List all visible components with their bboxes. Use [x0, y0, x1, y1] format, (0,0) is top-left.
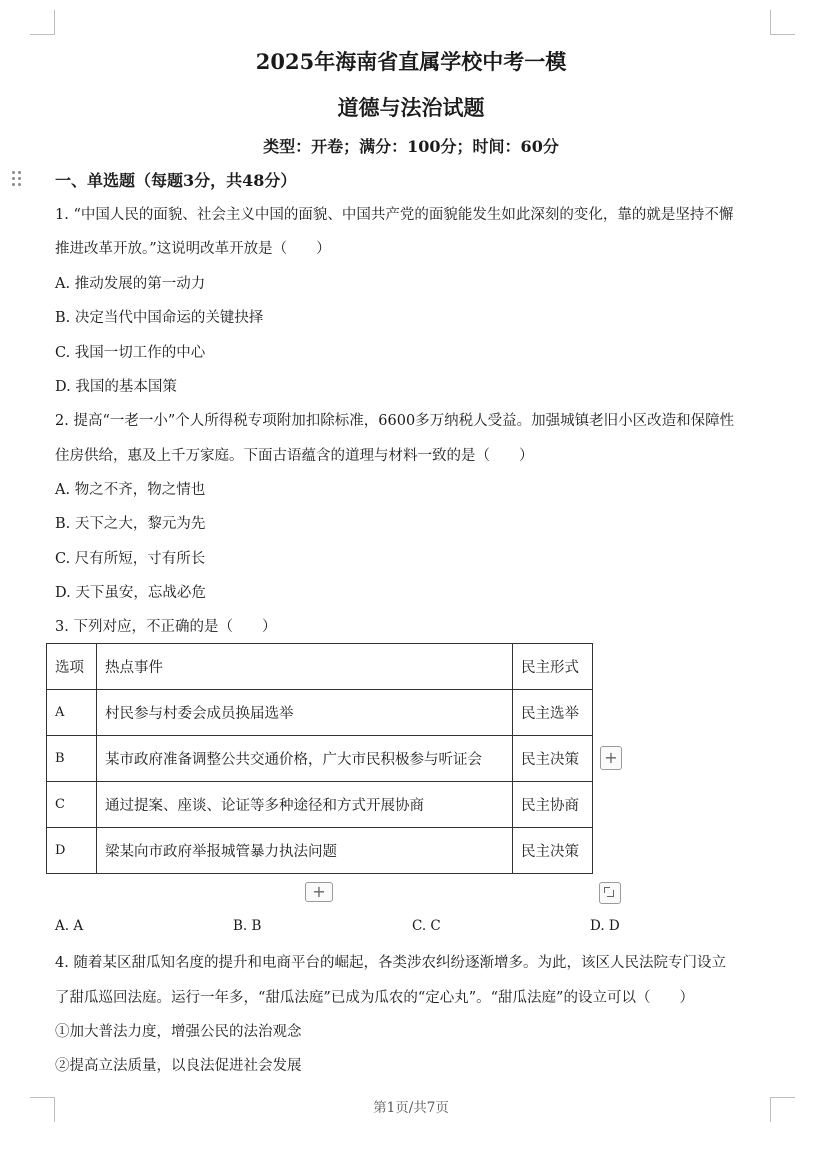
question-4-stem: 了甜瓜巡回法庭。运行一年多，“甜瓜法庭”已成为瓜农的“定心丸”。“甜瓜法庭”的设立可以（ ） [55, 990, 694, 1006]
table-row [47, 690, 593, 736]
question-4-item: ②提高立法质量，以良法促进社会发展 [55, 1058, 302, 1074]
table-cell: 民主协商 [513, 782, 593, 828]
question-2-option: D. 天下虽安，忘战必危 [55, 585, 206, 601]
question-1-option: C. 我国一切工作的中心 [55, 345, 206, 361]
question-3-table [46, 643, 593, 874]
question-1-stem: 推进改革开放。”这说明改革开放是（ ） [55, 241, 331, 257]
question-3-stem: 3. 下列对应，不正确的是（ ） [55, 619, 277, 635]
table-cell: 某市政府准备调整公共交通价格，广大市民积极参与听证会 [97, 736, 513, 782]
plus-icon: + [604, 748, 618, 767]
question-2-option: B. 天下之大，黎元为先 [55, 516, 206, 532]
table-cell: B [47, 736, 97, 782]
table-cell: A [47, 690, 97, 736]
plus-icon: + [312, 882, 326, 901]
question-3-option: C. C [412, 918, 441, 934]
question-2-stem: 2. 提高“一老一小”个人所得税专项附加扣除标准，6600多万纳税人受益。加强城镇老旧小区改造和保障性 [55, 413, 735, 429]
question-1-option: B. 决定当代中国命运的关键抉择 [55, 310, 264, 326]
add-row-button[interactable] [305, 882, 333, 902]
table-cell: 梁某向市政府举报城管暴力执法问题 [97, 828, 513, 874]
table-cell: 通过提案、座谈、论证等多种途径和方式开展协商 [97, 782, 513, 828]
table-resize-handle-icon[interactable] [599, 882, 621, 904]
question-4-stem: 4. 随着某区甜瓜知名度的提升和电商平台的崛起，各类涉农纠纷逐渐增多。为此，该区人民法院专门设立 [55, 955, 726, 971]
table-row [47, 828, 593, 874]
question-3-option: B. B [233, 918, 262, 934]
table-cell: 民主决策 [513, 736, 593, 782]
page-corner-mark [770, 10, 795, 35]
add-column-button[interactable] [600, 746, 622, 770]
question-2-stem: 住房供给，惠及上千万家庭。下面古语蕴含的道理与材料一致的是（ ） [55, 448, 534, 464]
question-1-option: A. 推动发展的第一动力 [55, 276, 206, 292]
question-1-option: D. 我国的基本国策 [55, 379, 177, 395]
page-subtitle: 道德与法治试题 [337, 95, 485, 120]
question-2-option: A. 物之不齐，物之情也 [55, 482, 206, 498]
table-row [47, 736, 593, 782]
table-header-cell: 选项 [47, 644, 97, 690]
exam-meta: 类型：开卷；满分：100分；时间：60分 [263, 137, 559, 156]
table-row [47, 782, 593, 828]
page-title: 2025年海南省直属学校中考一模 [255, 49, 567, 74]
question-1-stem: 1. “中国人民的面貌、社会主义中国的面貌、中国共产党的面貌能发生如此深刻的变化，靠的就是坚持不懈 [55, 207, 734, 223]
table-cell: D [47, 828, 97, 874]
section-heading: 一、单选题（每题3分，共48分） [55, 171, 297, 190]
table-header-row [47, 644, 593, 690]
question-3-option: D. D [590, 918, 620, 934]
table-cell: 民主决策 [513, 828, 593, 874]
page-number: 第1页/共7页 [373, 1100, 449, 1116]
question-4-item: ①加大普法力度，增强公民的法治观念 [55, 1024, 302, 1040]
question-3-option: A. A [55, 918, 84, 934]
table-cell: 村民参与村委会成员换届选举 [97, 690, 513, 736]
table-header-cell: 热点事件 [97, 644, 513, 690]
page-corner-mark [30, 10, 55, 35]
drag-handle-icon[interactable] [11, 170, 23, 186]
question-2-option: C. 尺有所短，寸有所长 [55, 551, 206, 567]
table-header-cell: 民主形式 [513, 644, 593, 690]
table-cell: 民主选举 [513, 690, 593, 736]
table-cell: C [47, 782, 97, 828]
